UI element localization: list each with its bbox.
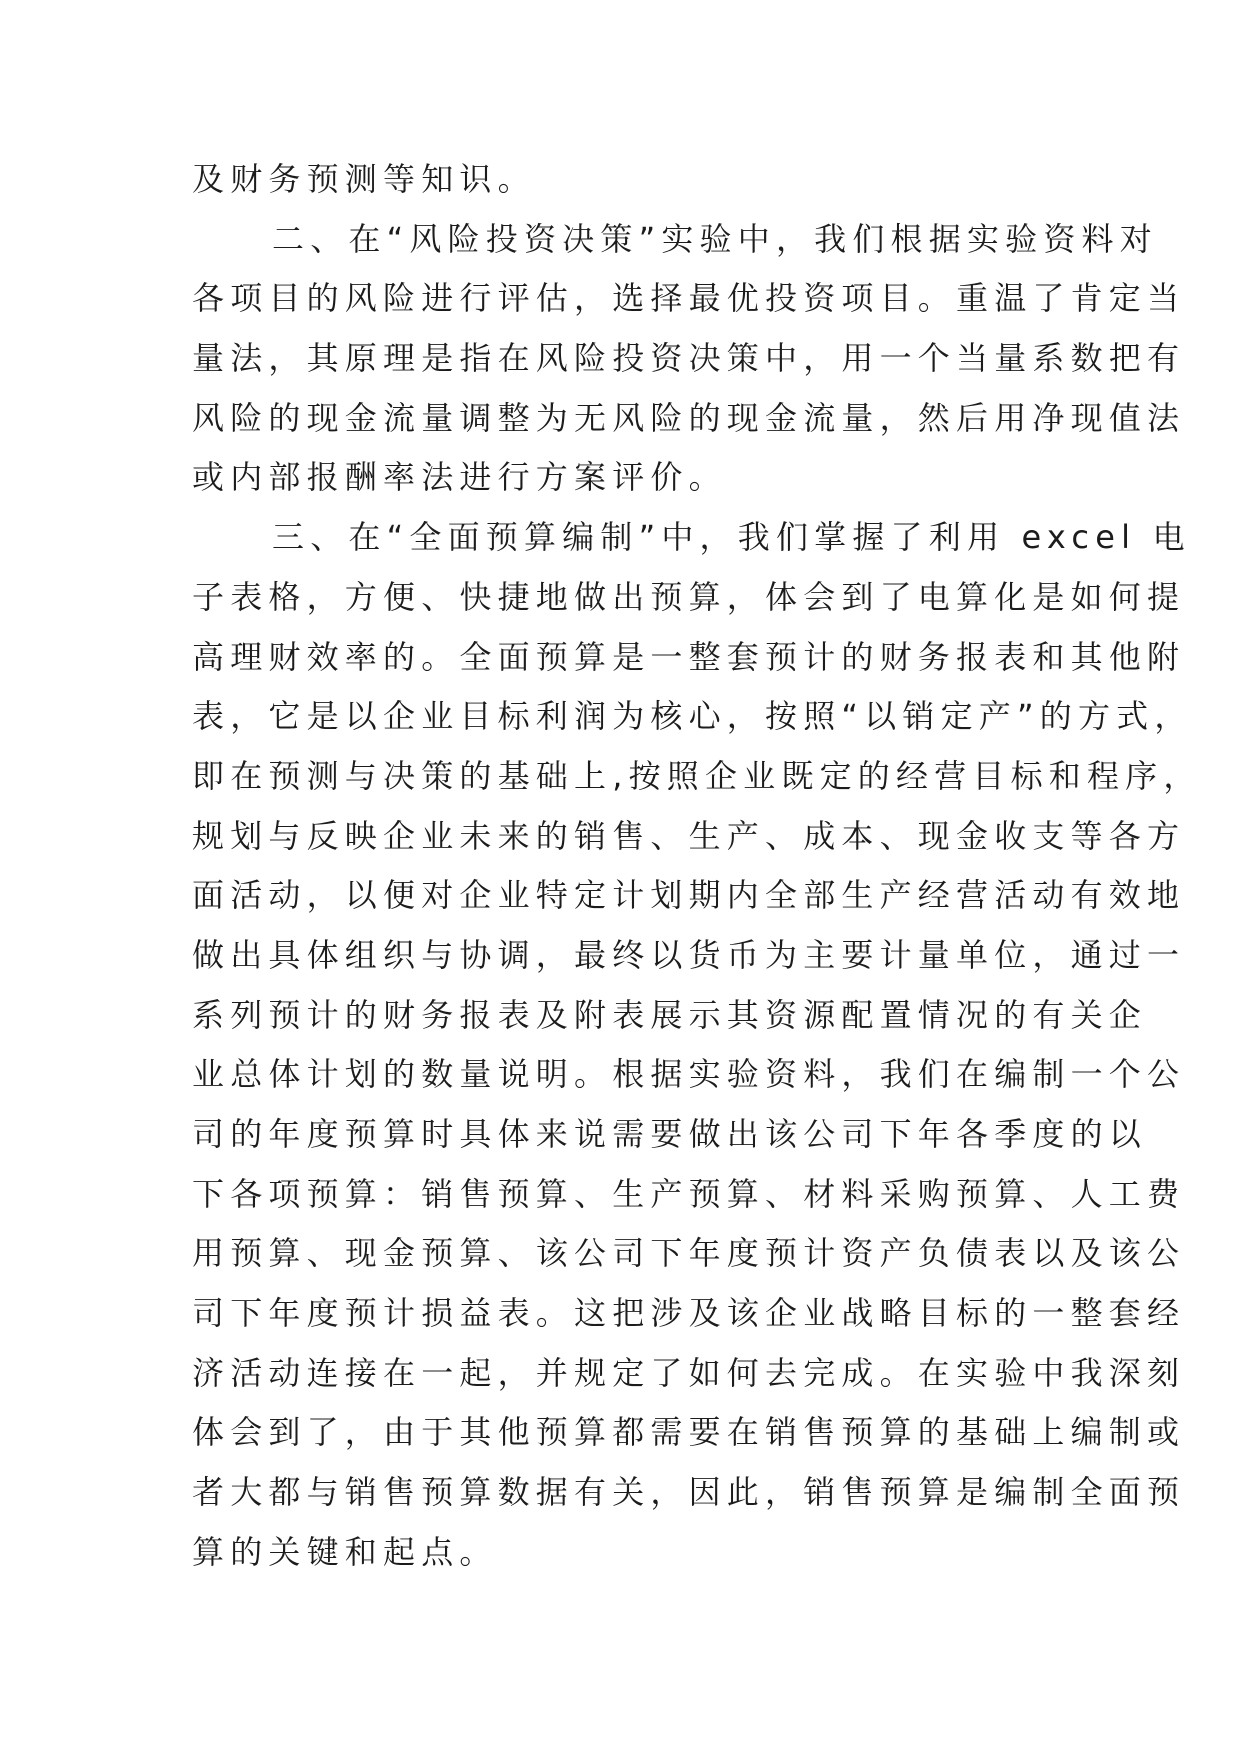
text-line: 司下年度预计损益表。这把涉及该企业战略目标的一整套经 [192, 1294, 1186, 1333]
text-line: 风险的现金流量调整为无风险的现金流量，然后用净现值法 [192, 398, 1186, 437]
text-line: 算的关键和起点。 [192, 1532, 498, 1571]
text-line: 规划与反映企业未来的销售、生产、成本、现金收支等各方 [192, 816, 1186, 855]
paragraph-3 [192, 508, 1202, 1582]
text-line: 做出具体组织与协调，最终以货币为主要计量单位，通过一 [192, 935, 1186, 974]
text-line: 下各项预算：销售预算、生产预算、材料采购预算、人工费 [192, 1174, 1186, 1213]
text-line: 量法，其原理是指在风险投资决策中，用一个当量系数把有 [192, 339, 1186, 378]
document-body [192, 150, 1202, 1583]
text-line: 二、在“风险投资决策”实验中，我们根据实验资料对 [272, 219, 1158, 258]
text-line: 济活动连接在一起，并规定了如何去完成。在实验中我深刻 [192, 1353, 1186, 1392]
text-line: 系列预计的财务报表及附表展示其资源配置情况的有关企 [192, 995, 1148, 1034]
text-line: 即在预测与决策的基础上,按照企业既定的经营目标和程序， [192, 756, 1202, 795]
text-line: 高理财效率的。全面预算是一整套预计的财务报表和其他附 [192, 637, 1186, 676]
text-line: 表，它是以企业目标利润为核心，按照“以销定产”的方式， [192, 697, 1193, 736]
text-line: 各项目的风险进行评估，选择最优投资项目。重温了肯定当 [192, 279, 1186, 318]
paragraph-2 [192, 210, 1186, 508]
text-line: 者大都与销售预算数据有关，因此，销售预算是编制全面预 [192, 1473, 1186, 1512]
text-line: 子表格，方便、快捷地做出预算，体会到了电算化是如何提 [192, 577, 1186, 616]
text-line: 三、在“全面预算编制”中，我们掌握了利用 excel 电 [272, 518, 1191, 557]
text-line: 司的年度预算时具体来说需要做出该公司下年各季度的以 [192, 1115, 1148, 1153]
text-line: 业总体计划的数量说明。根据实验资料，我们在编制一个公 [192, 1055, 1186, 1094]
paragraph-1 [192, 150, 1062, 210]
text-line: 及财务预测等知识。 [192, 160, 536, 198]
text-line: 体会到了，由于其他预算都需要在销售预算的基础上编制或 [192, 1413, 1186, 1452]
text-line: 面活动，以便对企业特定计划期内全部生产经营活动有效地 [192, 876, 1186, 915]
text-line: 或内部报酬率法进行方案评价。 [192, 458, 727, 497]
text-line: 用预算、现金预算、该公司下年度预计资产负债表以及该公 [192, 1234, 1186, 1273]
